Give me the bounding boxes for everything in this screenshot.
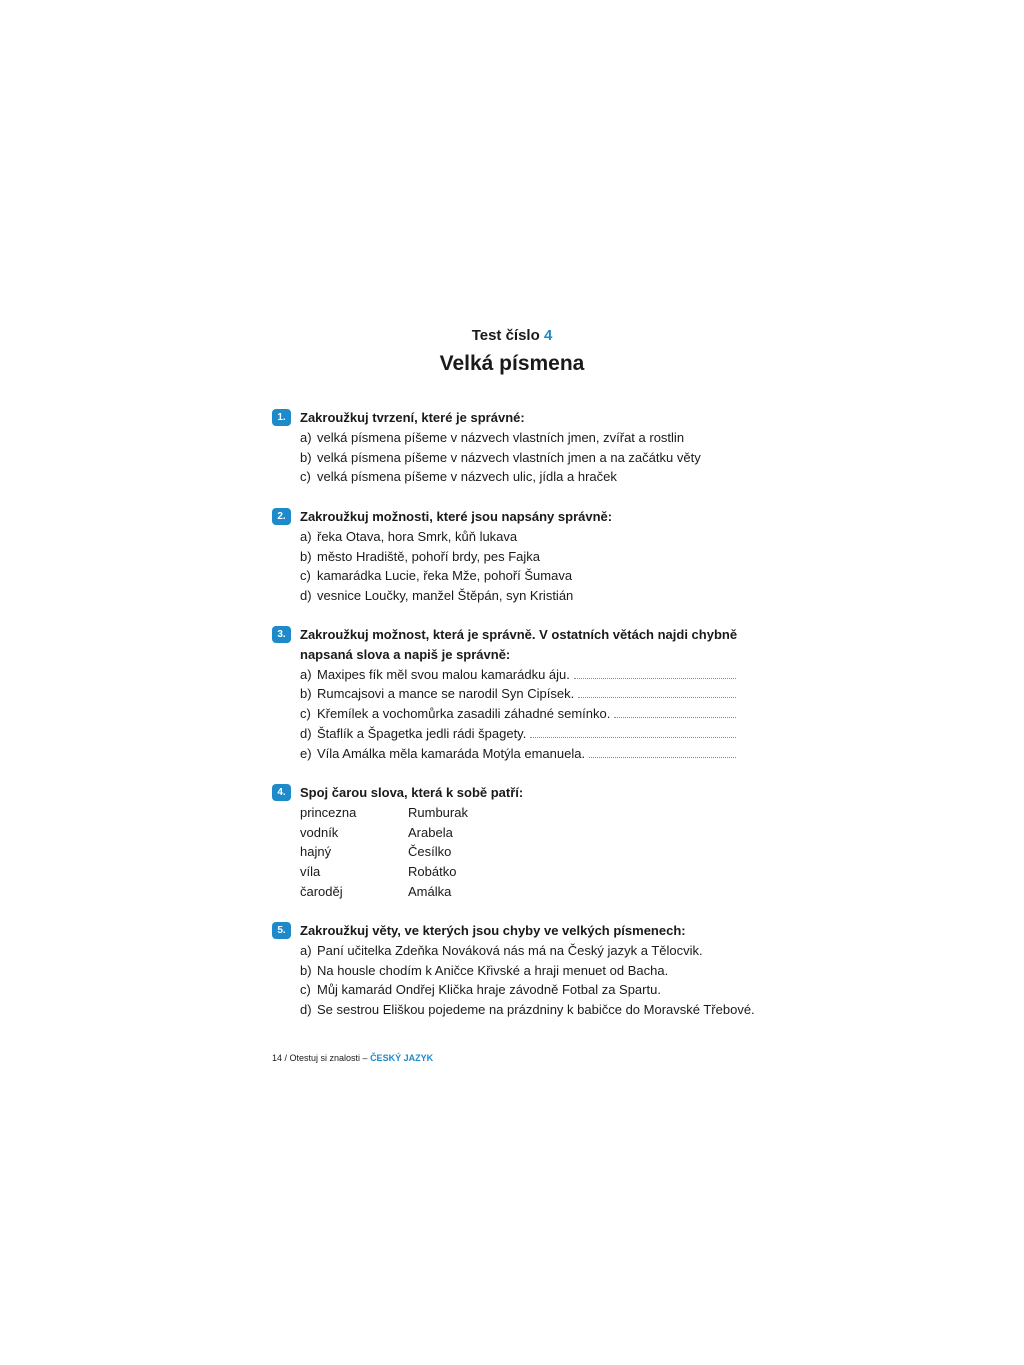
page-title: Velká písmena bbox=[439, 352, 585, 375]
option-label: b) bbox=[300, 548, 312, 564]
option-text: Štaflík a Špagetka jedli rádi špagety. bbox=[317, 725, 527, 741]
task-heading-line-2: napsaná slova a napiš je správně: bbox=[300, 646, 511, 662]
option-text: město Hradiště, pohoří brdy, pes Fajka bbox=[317, 548, 541, 564]
option-text: Maxipes fík měl svou malou kamarádku áju. bbox=[317, 666, 570, 682]
footer-subject: ČESKÝ JAZYK bbox=[370, 1053, 434, 1063]
option-text: Můj kamarád Ondřej Klička hraje závodně Fotbal za Spartu. bbox=[317, 982, 661, 998]
option-label: c) bbox=[300, 982, 311, 998]
pair-row bbox=[300, 803, 742, 823]
left-word[interactable]: čaroděj bbox=[300, 883, 343, 899]
task-heading bbox=[300, 625, 742, 665]
option-a[interactable] bbox=[300, 941, 742, 961]
option-text: Na housle chodím k Aničce Křivské a hraji menuet od Bacha. bbox=[317, 962, 669, 978]
test-number-line bbox=[0, 327, 1024, 344]
right-word[interactable]: Česílko bbox=[408, 844, 452, 860]
task-heading: Zakroužkuj možnosti, které jsou napsány správně: bbox=[300, 509, 613, 524]
right-word[interactable]: Arabela bbox=[408, 824, 453, 840]
option-e[interactable] bbox=[300, 744, 742, 764]
pair-row bbox=[300, 862, 742, 882]
task-1 bbox=[272, 408, 742, 487]
option-c[interactable] bbox=[300, 566, 742, 586]
option-label: a) bbox=[300, 528, 312, 544]
task-heading-line-1: Zakroužkuj možnost, která je správně. V ostatních větách najdi chybně bbox=[300, 627, 738, 642]
left-word[interactable]: víla bbox=[300, 864, 321, 880]
option-label: d) bbox=[300, 1002, 312, 1018]
option-text: Paní učitelka Zdeňka Nováková nás má na Český jazyk a Tělocvik. bbox=[317, 942, 703, 958]
option-label: b) bbox=[300, 962, 312, 978]
task-number-badge: 3. bbox=[272, 626, 291, 643]
option-label: c) bbox=[300, 706, 311, 722]
option-label: a) bbox=[300, 942, 312, 958]
option-a[interactable] bbox=[300, 665, 742, 685]
option-c[interactable] bbox=[300, 704, 742, 724]
right-word[interactable]: Rumburak bbox=[408, 804, 468, 820]
footer-prefix: 14 / Otestuj si znalosti – bbox=[272, 1053, 368, 1063]
option-text: Víla Amálka měla kamaráda Motýla emanuela. bbox=[317, 745, 586, 761]
option-label: d) bbox=[300, 725, 312, 741]
left-word[interactable]: hajný bbox=[300, 844, 332, 860]
left-word[interactable]: princezna bbox=[300, 804, 357, 820]
pair-row bbox=[300, 882, 742, 902]
task-heading: Zakroužkuj tvrzení, které je správné: bbox=[300, 410, 525, 425]
option-text: Křemílek a vochomůrka zasadili záhadné semínko. bbox=[317, 706, 611, 722]
option-label: a) bbox=[300, 429, 312, 445]
answer-line[interactable] bbox=[614, 705, 736, 718]
task-3 bbox=[272, 625, 742, 764]
option-b[interactable] bbox=[300, 684, 742, 704]
option-b[interactable] bbox=[300, 448, 742, 468]
task-2 bbox=[272, 507, 742, 606]
right-word[interactable]: Amálka bbox=[408, 883, 452, 899]
option-c[interactable] bbox=[300, 467, 742, 487]
option-text: velká písmena píšeme v názvech ulic, jídla a hraček bbox=[317, 469, 617, 485]
option-label: d) bbox=[300, 588, 312, 604]
task-number-badge: 4. bbox=[272, 784, 291, 801]
matching-pairs bbox=[300, 803, 742, 902]
answer-line[interactable] bbox=[589, 745, 736, 758]
pair-row bbox=[300, 823, 742, 843]
option-b[interactable] bbox=[300, 547, 742, 567]
option-text: velká písmena píšeme v názvech vlastních jmen a na začátku věty bbox=[317, 449, 701, 465]
option-text: kamarádka Lucie, řeka Mže, pohoří Šumava bbox=[317, 568, 573, 584]
option-d[interactable] bbox=[300, 586, 742, 606]
option-label: b) bbox=[300, 449, 312, 465]
right-word[interactable]: Robátko bbox=[408, 864, 457, 880]
option-text: řeka Otava, hora Smrk, kůň lukava bbox=[317, 528, 518, 544]
option-a[interactable] bbox=[300, 428, 742, 448]
left-word[interactable]: vodník bbox=[300, 824, 339, 840]
task-5 bbox=[272, 921, 755, 1020]
task-4 bbox=[272, 783, 742, 902]
pair-row bbox=[300, 842, 742, 862]
option-d[interactable] bbox=[300, 724, 742, 744]
option-label: e) bbox=[300, 745, 312, 761]
option-text: Se sestrou Eliškou pojedeme na prázdniny k babičce do Moravské Třebové. bbox=[317, 1002, 755, 1018]
test-label: Test číslo bbox=[471, 327, 540, 344]
answer-line[interactable] bbox=[574, 666, 736, 679]
option-a[interactable] bbox=[300, 527, 742, 547]
task-number-badge: 5. bbox=[272, 922, 291, 939]
option-d[interactable] bbox=[300, 1000, 755, 1020]
task-heading: Spoj čarou slova, která k sobě patří: bbox=[300, 785, 524, 800]
option-text: vesnice Loučky, manžel Štěpán, syn Kristián bbox=[317, 588, 574, 604]
page-footer bbox=[272, 1053, 433, 1063]
test-number: 4 bbox=[543, 327, 553, 344]
option-b[interactable] bbox=[300, 961, 742, 981]
option-label: b) bbox=[300, 686, 312, 702]
option-text: Rumcajsovi a mance se narodil Syn Cipísek. bbox=[317, 686, 575, 702]
answer-line[interactable] bbox=[578, 685, 736, 698]
answer-line[interactable] bbox=[530, 725, 736, 738]
task-number-badge: 2. bbox=[272, 508, 291, 525]
option-text: velká písmena píšeme v názvech vlastních jmen, zvířat a rostlin bbox=[317, 429, 685, 445]
option-label: a) bbox=[300, 666, 312, 682]
option-c[interactable] bbox=[300, 980, 742, 1000]
option-label: c) bbox=[300, 469, 311, 485]
task-number-badge: 1. bbox=[272, 409, 291, 426]
task-heading: Zakroužkuj věty, ve kterých jsou chyby ve velkých písmenech: bbox=[300, 923, 686, 938]
option-label: c) bbox=[300, 568, 311, 584]
